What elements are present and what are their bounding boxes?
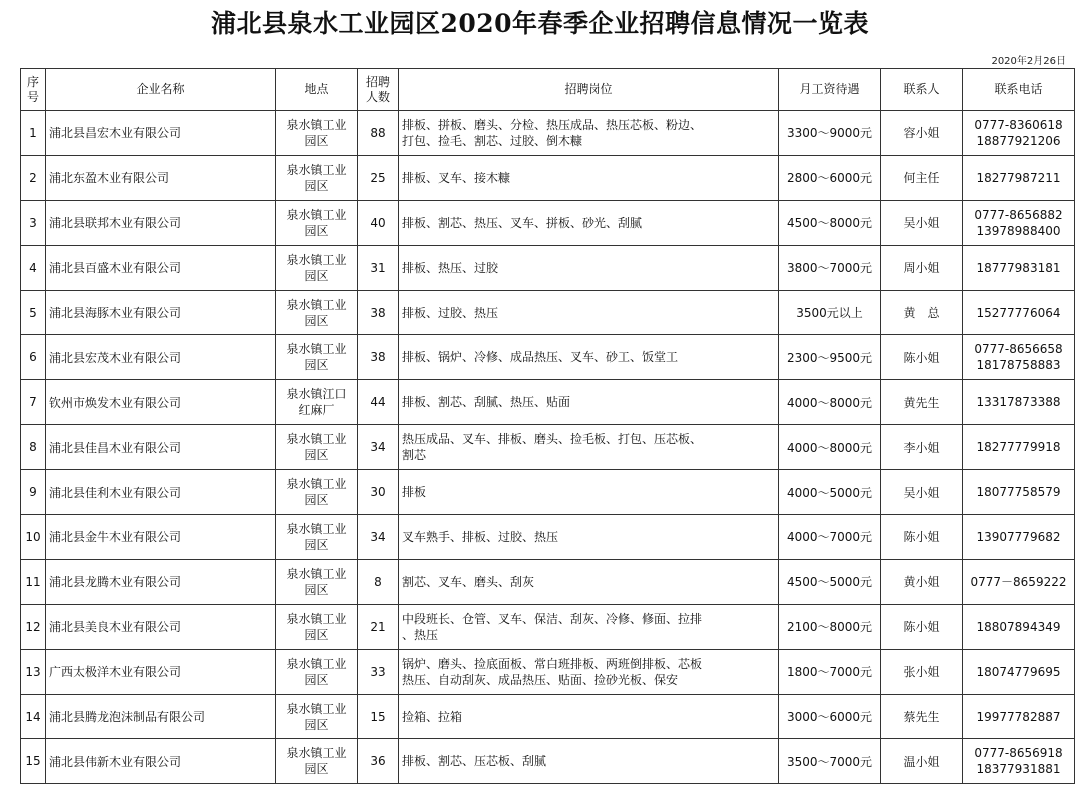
location: 泉水镇工业 园区 [276,335,358,380]
salary: 3800～7000元 [779,245,881,290]
header-phone: 联系电话 [963,69,1075,111]
contact-phone: 18074779695 [963,649,1075,694]
salary: 3300～9000元 [779,111,881,156]
contact-person: 何主任 [881,155,963,200]
table-row [21,739,1075,784]
header-no: 序 号 [21,69,46,111]
salary: 4000～7000元 [779,515,881,560]
company-name: 钦州市焕发木业有限公司 [46,380,276,425]
positions: 叉车熟手、排板、过胶、热压 [399,515,779,560]
row-number: 4 [21,245,46,290]
company-name: 广西太极洋木业有限公司 [46,649,276,694]
location: 泉水镇工业 园区 [276,694,358,739]
contact-person: 陈小姐 [881,604,963,649]
salary: 4000～8000元 [779,380,881,425]
contact-person: 李小姐 [881,425,963,470]
contact-person: 容小姐 [881,111,963,156]
hiring-count: 34 [358,515,399,560]
row-number: 11 [21,559,46,604]
table-row [21,559,1075,604]
contact-phone: 18277987211 [963,155,1075,200]
company-name: 浦北县联邦木业有限公司 [46,200,276,245]
document-date: 2020年2月26日 [991,56,1066,67]
hiring-count: 31 [358,245,399,290]
hiring-count: 21 [358,604,399,649]
contact-phone: 15277776064 [963,290,1075,335]
table-row [21,515,1075,560]
contact-person: 张小姐 [881,649,963,694]
header-company: 企业名称 [46,69,276,111]
hiring-count: 88 [358,111,399,156]
contact-phone: 13317873388 [963,380,1075,425]
table-row [21,649,1075,694]
positions: 捡箱、拉箱 [399,694,779,739]
company-name: 浦北县金牛木业有限公司 [46,515,276,560]
positions: 排板、锅炉、冷修、成品热压、叉车、砂工、饭堂工 [399,335,779,380]
positions: 锅炉、磨头、捡底面板、常白班排板、两班倒排板、芯板 热压、自动刮灰、成品热压、贴面、捡砂光板、保安 [399,649,779,694]
row-number: 14 [21,694,46,739]
table-row [21,425,1075,470]
positions: 排板、热压、过胶 [399,245,779,290]
contact-phone: 18807894349 [963,604,1075,649]
hiring-count: 8 [358,559,399,604]
table-row [21,155,1075,200]
row-number: 8 [21,425,46,470]
row-number: 1 [21,111,46,156]
company-name: 浦北县昌宏木业有限公司 [46,111,276,156]
positions: 排板 [399,470,779,515]
salary: 2300～9500元 [779,335,881,380]
positions: 排板、割芯、刮腻、热压、贴面 [399,380,779,425]
location: 泉水镇工业 园区 [276,649,358,694]
table-row [21,111,1075,156]
location: 泉水镇工业 园区 [276,559,358,604]
contact-phone: 13907779682 [963,515,1075,560]
row-number: 3 [21,200,46,245]
salary: 3500元以上 [779,290,881,335]
table-body [21,111,1075,784]
row-number: 9 [21,470,46,515]
hiring-count: 38 [358,290,399,335]
positions: 割芯、叉车、磨头、刮灰 [399,559,779,604]
contact-phone: 0777-8656918 18377931881 [963,739,1075,784]
positions: 排板、叉车、接木糠 [399,155,779,200]
table-row [21,290,1075,335]
location: 泉水镇工业 园区 [276,111,358,156]
salary: 3500～7000元 [779,739,881,784]
company-name: 浦北县腾龙泡沫制品有限公司 [46,694,276,739]
contact-phone: 0777-8360618 18877921206 [963,111,1075,156]
location: 泉水镇工业 园区 [276,515,358,560]
company-name: 浦北县美良木业有限公司 [46,604,276,649]
contact-person: 黄先生 [881,380,963,425]
contact-phone: 18777983181 [963,245,1075,290]
header-location: 地点 [276,69,358,111]
salary: 3000～6000元 [779,694,881,739]
row-number: 2 [21,155,46,200]
header-salary: 月工资待遇 [779,69,881,111]
company-name: 浦北县佳利木业有限公司 [46,470,276,515]
contact-person: 周小姐 [881,245,963,290]
contact-person: 黄小姐 [881,559,963,604]
salary: 4500～5000元 [779,559,881,604]
contact-person: 陈小姐 [881,515,963,560]
contact-person: 陈小姐 [881,335,963,380]
hiring-count: 34 [358,425,399,470]
table-row [21,245,1075,290]
hiring-count: 33 [358,649,399,694]
row-number: 5 [21,290,46,335]
contact-person: 黄 总 [881,290,963,335]
company-name: 浦北县龙腾木业有限公司 [46,559,276,604]
positions: 排板、割芯、热压、叉车、拼板、砂光、刮腻 [399,200,779,245]
location: 泉水镇工业 园区 [276,155,358,200]
table-row [21,335,1075,380]
salary: 1800～7000元 [779,649,881,694]
location: 泉水镇工业 园区 [276,739,358,784]
header-positions: 招聘岗位 [399,69,779,111]
location: 泉水镇工业 园区 [276,245,358,290]
row-number: 6 [21,335,46,380]
salary: 4500～8000元 [779,200,881,245]
contact-person: 吴小姐 [881,470,963,515]
location: 泉水镇工业 园区 [276,200,358,245]
hiring-count: 40 [358,200,399,245]
salary: 2800～6000元 [779,155,881,200]
contact-person: 蔡先生 [881,694,963,739]
positions: 中段班长、仓管、叉车、保洁、刮灰、冷修、修面、拉排 、热压 [399,604,779,649]
location: 泉水镇江口 红麻厂 [276,380,358,425]
salary: 4000～8000元 [779,425,881,470]
company-name: 浦北县宏茂木业有限公司 [46,335,276,380]
company-name: 浦北县伟新木业有限公司 [46,739,276,784]
table-header-row [21,69,1075,111]
row-number: 13 [21,649,46,694]
hiring-count: 38 [358,335,399,380]
location: 泉水镇工业 园区 [276,604,358,649]
header-count: 招聘 人数 [358,69,399,111]
contact-phone: 19977782887 [963,694,1075,739]
location: 泉水镇工业 园区 [276,425,358,470]
contact-person: 吴小姐 [881,200,963,245]
location: 泉水镇工业 园区 [276,290,358,335]
hiring-count: 25 [358,155,399,200]
header-contact: 联系人 [881,69,963,111]
company-name: 浦北东盈木业有限公司 [46,155,276,200]
salary: 4000～5000元 [779,470,881,515]
table-row [21,200,1075,245]
row-number: 15 [21,739,46,784]
hiring-count: 30 [358,470,399,515]
company-name: 浦北县佳昌木业有限公司 [46,425,276,470]
positions: 排板、割芯、压芯板、刮腻 [399,739,779,784]
table-row [21,604,1075,649]
company-name: 浦北县海豚木业有限公司 [46,290,276,335]
table-row [21,380,1075,425]
document-title: 浦北县泉水工业园区2020年春季企业招聘信息情况一览表 [210,9,870,38]
hiring-count: 15 [358,694,399,739]
row-number: 7 [21,380,46,425]
row-number: 10 [21,515,46,560]
contact-phone: 0777－8659222 [963,559,1075,604]
positions: 排板、过胶、热压 [399,290,779,335]
contact-phone: 0777-8656882 13978988400 [963,200,1075,245]
table-row [21,694,1075,739]
location: 泉水镇工业 园区 [276,470,358,515]
salary: 2100～8000元 [779,604,881,649]
contact-phone: 0777-8656658 18178758883 [963,335,1075,380]
contact-person: 温小姐 [881,739,963,784]
hiring-count: 36 [358,739,399,784]
positions: 排板、拼板、磨头、分检、热压成品、热压芯板、粉边、 打包、捡毛、割芯、过胶、倒木糠 [399,111,779,156]
hiring-count: 44 [358,380,399,425]
positions: 热压成品、叉车、排板、磨头、捡毛板、打包、压芯板、 割芯 [399,425,779,470]
recruitment-table [20,68,1075,784]
company-name: 浦北县百盛木业有限公司 [46,245,276,290]
contact-phone: 18077758579 [963,470,1075,515]
row-number: 12 [21,604,46,649]
table-row [21,470,1075,515]
contact-phone: 18277779918 [963,425,1075,470]
